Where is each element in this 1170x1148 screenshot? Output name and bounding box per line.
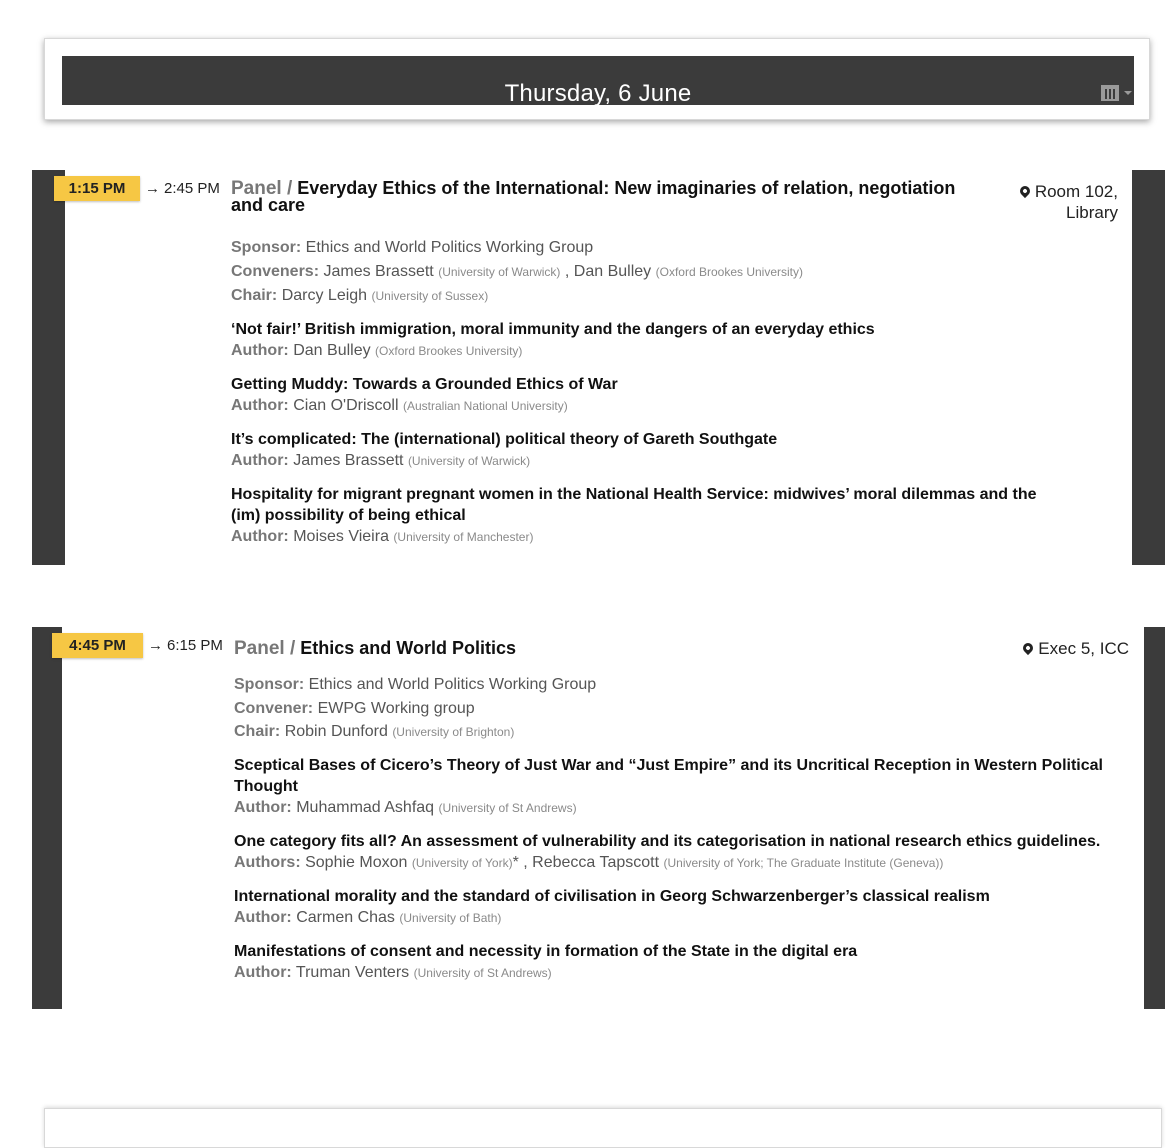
sponsor-value: Ethics and World Politics Working Group (308, 676, 597, 693)
sponsor-label: Sponsor: (234, 676, 305, 693)
separator: , (523, 853, 528, 871)
paper-item (234, 941, 1134, 984)
session-left-bar (32, 627, 62, 1009)
next-day-card (44, 1108, 1162, 1148)
day-title: Thursday, 6 June (504, 80, 692, 107)
convener-affiliation: (Oxford Brookes University) (655, 264, 803, 279)
paper-item (231, 319, 1111, 362)
paper-title[interactable]: It’s complicated: The (international) political theory of Gareth Southgate (231, 430, 778, 448)
author-name[interactable]: Muhammad Ashfaq (296, 798, 435, 816)
paper-author-row (234, 797, 1134, 819)
author-affiliation: (Oxford Brookes University) (375, 343, 523, 358)
chair-label: Chair: (234, 723, 281, 740)
author-affiliation: (University of St Andrews) (413, 965, 552, 980)
chair-name[interactable]: Robin Dunford (284, 723, 388, 740)
session-location (992, 181, 1118, 223)
paper-item (234, 755, 1134, 819)
session-details (231, 236, 1111, 548)
session-content (234, 638, 994, 659)
author-affiliation: (University of St Andrews) (438, 800, 577, 815)
author-name[interactable]: Sophie Moxon (305, 853, 408, 871)
author-name[interactable]: Dan Bulley (293, 341, 371, 359)
author-affiliation: (University of York) (411, 855, 513, 870)
session-1 (32, 170, 1165, 565)
map-pin-icon (1018, 184, 1032, 198)
paper-title[interactable]: Sceptical Bases of Cicero’s Theory of Just War and “Just Empire” and its Uncritical Reception in Western Political Thought (234, 756, 1103, 795)
panel-type: Panel / (231, 178, 293, 199)
sponsor-row (231, 236, 1111, 260)
author-label: Author: (231, 341, 289, 359)
convener-name[interactable]: James Brassett (323, 262, 434, 280)
chair-affiliation: (University of Brighton) (392, 725, 515, 739)
end-time (145, 176, 220, 201)
convener-row (234, 697, 1134, 721)
location-line1: Room 102, (1034, 182, 1118, 201)
chair-row (234, 720, 1134, 745)
end-time-label: 2:45 PM (164, 180, 220, 197)
convener-affiliation: (University of Warwick) (438, 264, 561, 279)
panel-heading[interactable] (234, 638, 994, 659)
panel-type: Panel / (234, 638, 296, 659)
panel-heading[interactable] (231, 180, 991, 214)
author-affiliation: (University of Bath) (399, 910, 502, 925)
session-details (234, 673, 1134, 984)
end-time-label: 6:15 PM (167, 637, 223, 654)
author-label: Author: (231, 451, 289, 469)
convener-name[interactable]: Dan Bulley (573, 262, 652, 280)
author-label: Author: (234, 798, 292, 816)
author-affiliation: (University of Manchester) (393, 529, 534, 544)
chair-name[interactable]: Darcy Leigh (281, 287, 368, 304)
paper-author-row (231, 450, 1111, 472)
day-header-bar (62, 56, 1134, 105)
author-label: Author: (231, 396, 289, 414)
paper-title[interactable]: ‘Not fair!’ British immigration, moral immunity and the dangers of an everyday ethics (231, 320, 875, 338)
arrow-right-icon: → (145, 180, 160, 197)
end-time (148, 633, 223, 658)
author-name[interactable]: Moises Vieira (293, 527, 389, 545)
arrow-right-icon: → (148, 637, 163, 654)
session-right-bar (1144, 627, 1165, 1009)
sponsor-value: Ethics and World Politics Working Group (305, 239, 594, 256)
author-name[interactable]: Truman Venters (295, 963, 410, 981)
chevron-down-icon[interactable] (1124, 91, 1132, 95)
paper-author-row (231, 395, 1111, 417)
author-label: Author: (234, 908, 292, 926)
author-affiliation: (University of York; The Graduate Institute (Geneva)) (663, 855, 944, 870)
paper-author-row (234, 852, 1134, 874)
author-name[interactable]: Carmen Chas (296, 908, 395, 926)
convener-label: Convener: (234, 699, 314, 717)
map-pin-icon (1021, 641, 1035, 655)
presenter-marker: * (512, 853, 519, 871)
author-label: Author: (231, 527, 289, 545)
convener-name[interactable]: EWPG Working group (317, 699, 475, 717)
author-label: Authors: (234, 853, 301, 871)
paper-item (234, 831, 1134, 874)
author-name[interactable]: Cian O'Driscoll (293, 396, 399, 414)
paper-title[interactable]: One category fits all? An assessment of vulnerability and its categorisation in national research ethics guidelines. (234, 832, 1101, 850)
chair-affiliation: (University of Sussex) (371, 289, 489, 303)
session-location (992, 638, 1129, 659)
chair-label: Chair: (231, 287, 278, 304)
paper-author-row (234, 907, 1134, 929)
day-header-card (44, 38, 1150, 120)
panel-title[interactable]: Ethics and World Politics (300, 638, 516, 658)
paper-item (234, 886, 1134, 929)
session-right-bar (1132, 170, 1165, 565)
chair-row (231, 284, 1111, 309)
session-2 (32, 627, 1165, 1009)
session-left-bar (32, 170, 65, 565)
separator: , (564, 262, 570, 280)
location-line2: Library (1066, 203, 1118, 222)
paper-item (231, 429, 1111, 472)
paper-title[interactable]: Manifestations of consent and necessity in formation of the State in the digital era (234, 942, 858, 960)
calendar-icon[interactable] (1101, 85, 1119, 101)
author-name[interactable]: Rebecca Tapscott (532, 853, 660, 871)
paper-title[interactable]: International morality and the standard of civilisation in Georg Schwarzenberger’s classical realism (234, 887, 990, 905)
sponsor-label: Sponsor: (231, 239, 302, 256)
author-affiliation: (Australian National University) (402, 398, 568, 413)
author-name[interactable]: James Brassett (293, 451, 404, 469)
panel-title[interactable]: Everyday Ethics of the International: New imaginaries of relation, negotiation and care (231, 178, 956, 215)
paper-title[interactable]: Hospitality for migrant pregnant women in the National Health Service: midwives’ moral dilemmas and the (im) possibility of being ethical (231, 485, 1037, 524)
paper-item (231, 484, 1111, 548)
paper-title[interactable]: Getting Muddy: Towards a Grounded Ethics of War (231, 375, 618, 393)
conveners-label: Conveners: (231, 262, 320, 280)
author-label: Author: (234, 963, 292, 981)
paper-item (231, 374, 1111, 417)
session-content (231, 180, 991, 214)
sponsor-row (234, 673, 1134, 697)
author-affiliation: (University of Warwick) (407, 453, 531, 468)
paper-author-row (234, 962, 1134, 984)
location-label: Exec 5, ICC (1038, 639, 1129, 658)
paper-author-row (231, 340, 1111, 362)
start-time-badge: 4:45 PM (52, 633, 143, 658)
paper-author-row (231, 526, 1111, 548)
conveners-row (231, 260, 1111, 285)
start-time-badge: 1:15 PM (54, 176, 140, 201)
